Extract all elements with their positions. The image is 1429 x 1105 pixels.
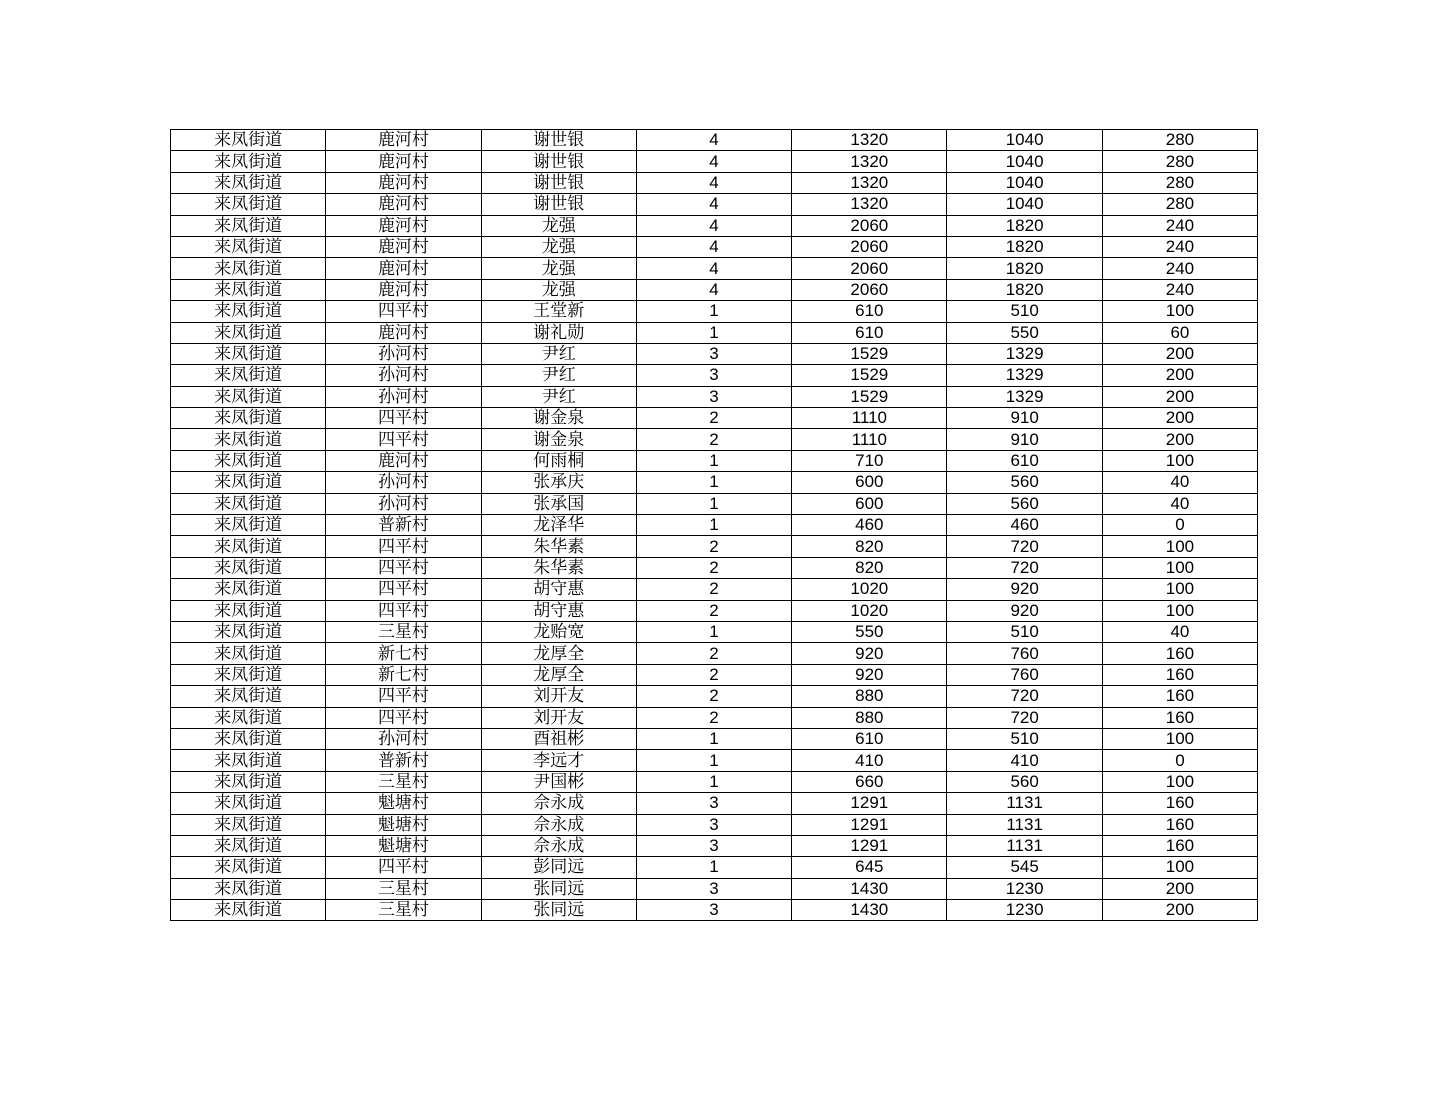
count-cell: 1	[636, 450, 791, 471]
amount-c-cell: 280	[1102, 172, 1257, 193]
count-cell: 3	[636, 343, 791, 364]
name-cell: 何雨桐	[481, 450, 636, 471]
amount-a-cell: 610	[792, 301, 947, 322]
street-cell: 来凤街道	[171, 472, 326, 493]
name-cell: 龙强	[481, 215, 636, 236]
amount-b-cell: 560	[947, 472, 1102, 493]
count-cell: 4	[636, 258, 791, 279]
amount-c-cell: 160	[1102, 643, 1257, 664]
name-cell: 朱华素	[481, 557, 636, 578]
amount-a-cell: 2060	[792, 236, 947, 257]
table-row	[171, 450, 1258, 471]
village-cell: 四平村	[326, 857, 481, 878]
name-cell: 谢世银	[481, 151, 636, 172]
amount-b-cell: 1230	[947, 900, 1102, 921]
village-cell: 鹿河村	[326, 215, 481, 236]
table-row	[171, 793, 1258, 814]
street-cell: 来凤街道	[171, 900, 326, 921]
amount-a-cell: 1430	[792, 900, 947, 921]
village-cell: 鹿河村	[326, 151, 481, 172]
count-cell: 3	[636, 793, 791, 814]
street-cell: 来凤街道	[171, 365, 326, 386]
count-cell: 3	[636, 814, 791, 835]
amount-b-cell: 410	[947, 750, 1102, 771]
village-cell: 孙河村	[326, 365, 481, 386]
table-row	[171, 322, 1258, 343]
street-cell: 来凤街道	[171, 579, 326, 600]
amount-b-cell: 560	[947, 771, 1102, 792]
village-cell: 鹿河村	[326, 130, 481, 151]
street-cell: 来凤街道	[171, 258, 326, 279]
table-row	[171, 194, 1258, 215]
table-row	[171, 750, 1258, 771]
amount-c-cell: 200	[1102, 900, 1257, 921]
amount-a-cell: 1291	[792, 814, 947, 835]
amount-c-cell: 160	[1102, 835, 1257, 856]
village-cell: 孙河村	[326, 493, 481, 514]
amount-b-cell: 920	[947, 600, 1102, 621]
amount-a-cell: 880	[792, 686, 947, 707]
count-cell: 3	[636, 835, 791, 856]
village-cell: 普新村	[326, 750, 481, 771]
amount-c-cell: 240	[1102, 258, 1257, 279]
amount-b-cell: 1131	[947, 835, 1102, 856]
amount-b-cell: 720	[947, 536, 1102, 557]
table-row	[171, 814, 1258, 835]
amount-c-cell: 100	[1102, 301, 1257, 322]
village-cell: 鹿河村	[326, 450, 481, 471]
street-cell: 来凤街道	[171, 151, 326, 172]
amount-a-cell: 410	[792, 750, 947, 771]
data-table	[170, 129, 1258, 921]
amount-c-cell: 40	[1102, 621, 1257, 642]
table-row	[171, 707, 1258, 728]
street-cell: 来凤街道	[171, 172, 326, 193]
name-cell: 谢金泉	[481, 408, 636, 429]
amount-b-cell: 910	[947, 408, 1102, 429]
street-cell: 来凤街道	[171, 215, 326, 236]
village-cell: 鹿河村	[326, 194, 481, 215]
village-cell: 四平村	[326, 301, 481, 322]
street-cell: 来凤街道	[171, 643, 326, 664]
count-cell: 3	[636, 878, 791, 899]
amount-a-cell: 660	[792, 771, 947, 792]
amount-a-cell: 1320	[792, 194, 947, 215]
amount-a-cell: 1291	[792, 793, 947, 814]
amount-b-cell: 720	[947, 707, 1102, 728]
street-cell: 来凤街道	[171, 279, 326, 300]
street-cell: 来凤街道	[171, 664, 326, 685]
amount-c-cell: 0	[1102, 750, 1257, 771]
street-cell: 来凤街道	[171, 322, 326, 343]
amount-c-cell: 200	[1102, 343, 1257, 364]
street-cell: 来凤街道	[171, 236, 326, 257]
amount-c-cell: 100	[1102, 771, 1257, 792]
amount-a-cell: 820	[792, 557, 947, 578]
count-cell: 1	[636, 515, 791, 536]
amount-a-cell: 710	[792, 450, 947, 471]
street-cell: 来凤街道	[171, 814, 326, 835]
amount-b-cell: 1131	[947, 814, 1102, 835]
street-cell: 来凤街道	[171, 450, 326, 471]
amount-c-cell: 60	[1102, 322, 1257, 343]
village-cell: 三星村	[326, 771, 481, 792]
name-cell: 酉祖彬	[481, 728, 636, 749]
amount-c-cell: 160	[1102, 664, 1257, 685]
street-cell: 来凤街道	[171, 771, 326, 792]
street-cell: 来凤街道	[171, 130, 326, 151]
amount-c-cell: 100	[1102, 450, 1257, 471]
table-row	[171, 878, 1258, 899]
amount-c-cell: 200	[1102, 386, 1257, 407]
street-cell: 来凤街道	[171, 386, 326, 407]
amount-c-cell: 100	[1102, 857, 1257, 878]
name-cell: 佘永成	[481, 793, 636, 814]
amount-c-cell: 100	[1102, 579, 1257, 600]
table-row	[171, 493, 1258, 514]
amount-c-cell: 240	[1102, 279, 1257, 300]
street-cell: 来凤街道	[171, 835, 326, 856]
amount-b-cell: 1230	[947, 878, 1102, 899]
amount-b-cell: 610	[947, 450, 1102, 471]
count-cell: 1	[636, 493, 791, 514]
street-cell: 来凤街道	[171, 707, 326, 728]
amount-b-cell: 910	[947, 429, 1102, 450]
village-cell: 孙河村	[326, 728, 481, 749]
count-cell: 1	[636, 301, 791, 322]
street-cell: 来凤街道	[171, 408, 326, 429]
village-cell: 孙河村	[326, 472, 481, 493]
amount-a-cell: 1529	[792, 386, 947, 407]
name-cell: 张承国	[481, 493, 636, 514]
street-cell: 来凤街道	[171, 600, 326, 621]
count-cell: 4	[636, 194, 791, 215]
amount-b-cell: 1040	[947, 130, 1102, 151]
amount-c-cell: 40	[1102, 493, 1257, 514]
village-cell: 新七村	[326, 643, 481, 664]
table-row	[171, 236, 1258, 257]
amount-b-cell: 550	[947, 322, 1102, 343]
amount-b-cell: 545	[947, 857, 1102, 878]
table-row	[171, 835, 1258, 856]
village-cell: 四平村	[326, 579, 481, 600]
count-cell: 1	[636, 857, 791, 878]
table-row	[171, 472, 1258, 493]
table-row	[171, 172, 1258, 193]
amount-c-cell: 160	[1102, 793, 1257, 814]
street-cell: 来凤街道	[171, 621, 326, 642]
count-cell: 2	[636, 664, 791, 685]
name-cell: 尹红	[481, 365, 636, 386]
table-row	[171, 621, 1258, 642]
name-cell: 彭同远	[481, 857, 636, 878]
street-cell: 来凤街道	[171, 429, 326, 450]
table-row	[171, 643, 1258, 664]
amount-a-cell: 1529	[792, 365, 947, 386]
count-cell: 2	[636, 536, 791, 557]
amount-b-cell: 1040	[947, 172, 1102, 193]
amount-a-cell: 920	[792, 664, 947, 685]
table-body	[171, 130, 1258, 921]
street-cell: 来凤街道	[171, 301, 326, 322]
table-row	[171, 857, 1258, 878]
count-cell: 3	[636, 386, 791, 407]
amount-a-cell: 1110	[792, 408, 947, 429]
amount-a-cell: 820	[792, 536, 947, 557]
street-cell: 来凤街道	[171, 493, 326, 514]
name-cell: 谢世银	[481, 130, 636, 151]
village-cell: 三星村	[326, 900, 481, 921]
table-row	[171, 279, 1258, 300]
village-cell: 鹿河村	[326, 279, 481, 300]
amount-b-cell: 1820	[947, 279, 1102, 300]
table-row	[171, 536, 1258, 557]
amount-a-cell: 460	[792, 515, 947, 536]
amount-a-cell: 1020	[792, 600, 947, 621]
street-cell: 来凤街道	[171, 557, 326, 578]
name-cell: 龙泽华	[481, 515, 636, 536]
amount-c-cell: 200	[1102, 878, 1257, 899]
count-cell: 1	[636, 472, 791, 493]
street-cell: 来凤街道	[171, 343, 326, 364]
amount-b-cell: 510	[947, 621, 1102, 642]
count-cell: 1	[636, 322, 791, 343]
village-cell: 三星村	[326, 621, 481, 642]
table-row	[171, 386, 1258, 407]
amount-b-cell: 1329	[947, 343, 1102, 364]
amount-c-cell: 160	[1102, 814, 1257, 835]
name-cell: 尹红	[481, 386, 636, 407]
amount-c-cell: 160	[1102, 686, 1257, 707]
village-cell: 魁塘村	[326, 814, 481, 835]
name-cell: 佘永成	[481, 814, 636, 835]
name-cell: 龙厚全	[481, 643, 636, 664]
count-cell: 2	[636, 557, 791, 578]
street-cell: 来凤街道	[171, 793, 326, 814]
amount-b-cell: 1040	[947, 151, 1102, 172]
amount-b-cell: 460	[947, 515, 1102, 536]
amount-a-cell: 880	[792, 707, 947, 728]
amount-a-cell: 1529	[792, 343, 947, 364]
amount-a-cell: 2060	[792, 279, 947, 300]
amount-a-cell: 600	[792, 493, 947, 514]
count-cell: 1	[636, 728, 791, 749]
table-row	[171, 686, 1258, 707]
amount-b-cell: 720	[947, 557, 1102, 578]
amount-b-cell: 1820	[947, 236, 1102, 257]
village-cell: 魁塘村	[326, 793, 481, 814]
village-cell: 四平村	[326, 600, 481, 621]
name-cell: 张承庆	[481, 472, 636, 493]
name-cell: 胡守惠	[481, 600, 636, 621]
name-cell: 刘开友	[481, 707, 636, 728]
name-cell: 龙强	[481, 279, 636, 300]
amount-b-cell: 510	[947, 728, 1102, 749]
count-cell: 1	[636, 750, 791, 771]
table-row	[171, 215, 1258, 236]
count-cell: 2	[636, 408, 791, 429]
village-cell: 鹿河村	[326, 236, 481, 257]
amount-b-cell: 510	[947, 301, 1102, 322]
name-cell: 龙强	[481, 236, 636, 257]
street-cell: 来凤街道	[171, 878, 326, 899]
count-cell: 2	[636, 429, 791, 450]
amount-a-cell: 610	[792, 322, 947, 343]
amount-b-cell: 760	[947, 643, 1102, 664]
street-cell: 来凤街道	[171, 686, 326, 707]
table-row	[171, 728, 1258, 749]
table-row	[171, 343, 1258, 364]
table-row	[171, 151, 1258, 172]
count-cell: 3	[636, 365, 791, 386]
village-cell: 四平村	[326, 557, 481, 578]
name-cell: 刘开友	[481, 686, 636, 707]
amount-a-cell: 1110	[792, 429, 947, 450]
amount-c-cell: 100	[1102, 600, 1257, 621]
table-row	[171, 515, 1258, 536]
village-cell: 新七村	[326, 664, 481, 685]
amount-c-cell: 280	[1102, 194, 1257, 215]
count-cell: 4	[636, 279, 791, 300]
village-cell: 普新村	[326, 515, 481, 536]
name-cell: 李远才	[481, 750, 636, 771]
amount-a-cell: 2060	[792, 258, 947, 279]
count-cell: 2	[636, 579, 791, 600]
amount-a-cell: 2060	[792, 215, 947, 236]
amount-a-cell: 1320	[792, 130, 947, 151]
village-cell: 孙河村	[326, 343, 481, 364]
table-row	[171, 579, 1258, 600]
amount-a-cell: 920	[792, 643, 947, 664]
amount-b-cell: 720	[947, 686, 1102, 707]
table-row	[171, 600, 1258, 621]
amount-b-cell: 1329	[947, 386, 1102, 407]
village-cell: 鹿河村	[326, 258, 481, 279]
amount-c-cell: 280	[1102, 151, 1257, 172]
amount-b-cell: 760	[947, 664, 1102, 685]
village-cell: 四平村	[326, 536, 481, 557]
name-cell: 张同远	[481, 878, 636, 899]
amount-c-cell: 100	[1102, 536, 1257, 557]
village-cell: 孙河村	[326, 386, 481, 407]
street-cell: 来凤街道	[171, 515, 326, 536]
table-row	[171, 301, 1258, 322]
amount-c-cell: 240	[1102, 236, 1257, 257]
village-cell: 三星村	[326, 878, 481, 899]
name-cell: 胡守惠	[481, 579, 636, 600]
count-cell: 2	[636, 643, 791, 664]
street-cell: 来凤街道	[171, 750, 326, 771]
amount-a-cell: 550	[792, 621, 947, 642]
name-cell: 张同远	[481, 900, 636, 921]
street-cell: 来凤街道	[171, 536, 326, 557]
amount-c-cell: 100	[1102, 557, 1257, 578]
count-cell: 2	[636, 600, 791, 621]
village-cell: 鹿河村	[326, 172, 481, 193]
amount-a-cell: 1320	[792, 172, 947, 193]
table-row	[171, 429, 1258, 450]
amount-c-cell: 240	[1102, 215, 1257, 236]
amount-a-cell: 1430	[792, 878, 947, 899]
name-cell: 朱华素	[481, 536, 636, 557]
amount-c-cell: 200	[1102, 365, 1257, 386]
amount-a-cell: 1320	[792, 151, 947, 172]
amount-b-cell: 1040	[947, 194, 1102, 215]
table-row	[171, 900, 1258, 921]
amount-b-cell: 1820	[947, 258, 1102, 279]
count-cell: 4	[636, 172, 791, 193]
amount-b-cell: 560	[947, 493, 1102, 514]
street-cell: 来凤街道	[171, 194, 326, 215]
table-row	[171, 258, 1258, 279]
name-cell: 谢金泉	[481, 429, 636, 450]
amount-c-cell: 200	[1102, 429, 1257, 450]
amount-c-cell: 280	[1102, 130, 1257, 151]
table-row	[171, 557, 1258, 578]
village-cell: 鹿河村	[326, 322, 481, 343]
village-cell: 四平村	[326, 686, 481, 707]
count-cell: 1	[636, 771, 791, 792]
village-cell: 魁塘村	[326, 835, 481, 856]
count-cell: 2	[636, 686, 791, 707]
table-row	[171, 408, 1258, 429]
street-cell: 来凤街道	[171, 857, 326, 878]
count-cell: 4	[636, 215, 791, 236]
village-cell: 四平村	[326, 429, 481, 450]
amount-c-cell: 40	[1102, 472, 1257, 493]
amount-c-cell: 100	[1102, 728, 1257, 749]
amount-c-cell: 200	[1102, 408, 1257, 429]
amount-a-cell: 1020	[792, 579, 947, 600]
name-cell: 龙贻宽	[481, 621, 636, 642]
amount-b-cell: 920	[947, 579, 1102, 600]
street-cell: 来凤街道	[171, 728, 326, 749]
name-cell: 龙强	[481, 258, 636, 279]
count-cell: 4	[636, 151, 791, 172]
village-cell: 四平村	[326, 408, 481, 429]
amount-a-cell: 600	[792, 472, 947, 493]
amount-a-cell: 645	[792, 857, 947, 878]
name-cell: 王堂新	[481, 301, 636, 322]
name-cell: 谢世银	[481, 172, 636, 193]
count-cell: 4	[636, 130, 791, 151]
count-cell: 1	[636, 621, 791, 642]
amount-b-cell: 1131	[947, 793, 1102, 814]
table-row	[171, 130, 1258, 151]
name-cell: 尹红	[481, 343, 636, 364]
table-row	[171, 771, 1258, 792]
amount-b-cell: 1329	[947, 365, 1102, 386]
table-row	[171, 365, 1258, 386]
name-cell: 佘永成	[481, 835, 636, 856]
name-cell: 龙厚全	[481, 664, 636, 685]
amount-a-cell: 610	[792, 728, 947, 749]
amount-c-cell: 0	[1102, 515, 1257, 536]
count-cell: 4	[636, 236, 791, 257]
name-cell: 谢世银	[481, 194, 636, 215]
count-cell: 2	[636, 707, 791, 728]
village-cell: 四平村	[326, 707, 481, 728]
name-cell: 尹国彬	[481, 771, 636, 792]
name-cell: 谢礼勋	[481, 322, 636, 343]
table-row	[171, 664, 1258, 685]
amount-b-cell: 1820	[947, 215, 1102, 236]
amount-c-cell: 160	[1102, 707, 1257, 728]
amount-a-cell: 1291	[792, 835, 947, 856]
count-cell: 3	[636, 900, 791, 921]
